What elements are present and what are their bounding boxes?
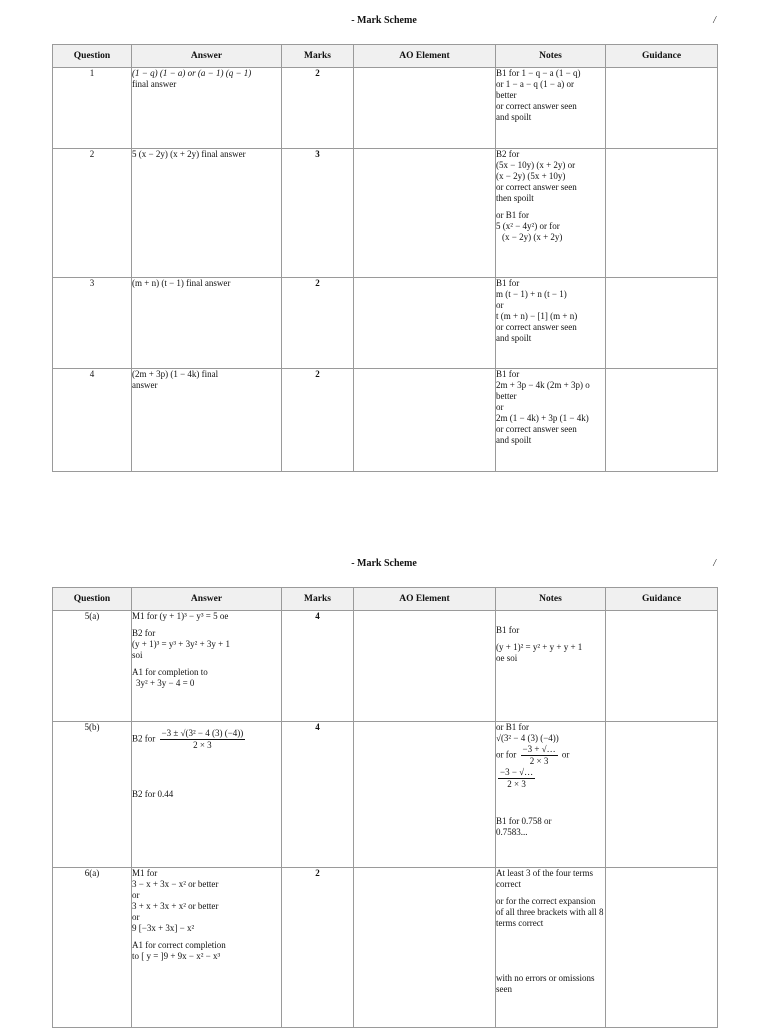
- answer-cell: [132, 611, 282, 722]
- question-number: 5(a): [53, 611, 132, 722]
- question-number: 5(b): [53, 722, 132, 868]
- table-row: [53, 278, 718, 369]
- notes-line: √(3² − 4 (3) (−4)): [496, 733, 559, 743]
- mark-scheme-table-2: [52, 587, 718, 1028]
- answer-line: (2m + 3p) (1 − 4k) final: [132, 369, 219, 379]
- fraction-numerator: −3 + √…: [522, 744, 556, 754]
- col-notes: Notes: [496, 45, 606, 68]
- answer-line: (m + n) (t − 1) final answer: [132, 278, 231, 288]
- notes-line: 2m + 3p − 4k (2m + 3p) o: [496, 380, 590, 390]
- notes-line: or for the correct expansion of all three brackets with all 8 terms correct: [496, 896, 604, 928]
- page-header-1: [0, 15, 768, 31]
- notes-line: (5x − 10y) (x + 2y) or: [496, 160, 576, 170]
- answer-line: 9 [−3x + 3x] − x²: [132, 923, 195, 933]
- marks-cell: 2: [282, 68, 354, 149]
- notes-line: B1 for: [496, 278, 520, 288]
- notes-line: better: [496, 391, 517, 401]
- marks-cell: 2: [282, 369, 354, 472]
- notes-cell: [496, 722, 606, 868]
- col-notes: Notes: [496, 588, 606, 611]
- fraction-numerator: −3 ± √(3² − 4 (3) (−4)): [161, 728, 244, 738]
- notes-line: or 1 − a − q (1 − a) or: [496, 79, 574, 89]
- question-number: 2: [53, 149, 132, 278]
- notes-line: t (m + n) − [1] (m + n): [496, 311, 578, 321]
- answer-line: 3y² + 3y − 4 = 0: [136, 678, 195, 688]
- notes-cell: [496, 611, 606, 722]
- answer-line: answer: [132, 380, 158, 390]
- guidance-cell: [606, 722, 718, 868]
- table-row: [53, 68, 718, 149]
- page-number-mark: /: [713, 558, 716, 569]
- answer-line: or: [132, 912, 140, 922]
- notes-line: B1 for: [496, 369, 520, 379]
- col-question: Question: [53, 45, 132, 68]
- answer-line: final answer: [132, 79, 177, 89]
- ao-element-cell: [354, 149, 496, 278]
- notes-line: 5 (x² − 4y²) or for: [496, 221, 560, 231]
- notes-line: B2 for: [496, 149, 520, 159]
- fraction-numerator: −3 − √…: [500, 767, 534, 777]
- notes-line: 0.7583...: [496, 827, 528, 837]
- or-for-label: or for: [496, 749, 517, 760]
- question-number: 4: [53, 369, 132, 472]
- table-row: [53, 611, 718, 722]
- notes-line: (y + 1)² = y² + y + y + 1: [496, 642, 583, 652]
- table-row: [53, 149, 718, 278]
- notes-line: [496, 744, 605, 767]
- answer-line: 3 − x + 3x − x² or better: [132, 879, 219, 889]
- answer-line: to [ y = ]9 + 9x − x² − x³: [132, 951, 221, 961]
- answer-cell: [132, 68, 282, 149]
- notes-cell: [496, 149, 606, 278]
- answer-line: soi: [132, 650, 143, 660]
- table-row: [53, 722, 718, 868]
- ao-element-cell: [354, 68, 496, 149]
- answer-line: (1 − q) (1 − a) or (a − 1) (q − 1): [132, 68, 252, 78]
- or-label: or: [561, 749, 570, 760]
- page-title: - Mark Scheme: [351, 15, 417, 26]
- answer-line: 3 + x + 3x + x² or better: [132, 901, 219, 911]
- notes-line: and spoilt: [496, 435, 532, 445]
- guidance-cell: [606, 68, 718, 149]
- notes-cell: [496, 868, 606, 1028]
- col-marks: Marks: [282, 45, 354, 68]
- answer-line: B2 for 0.44: [132, 789, 174, 799]
- ao-element-cell: [354, 278, 496, 369]
- fraction-denominator: 2 × 3: [193, 740, 212, 750]
- table-header-row: [53, 45, 718, 68]
- page-title: - Mark Scheme: [351, 558, 417, 569]
- notes-line: B1 for 0.758 or: [496, 816, 552, 826]
- col-marks: Marks: [282, 588, 354, 611]
- question-number: 1: [53, 68, 132, 149]
- answer-line: [132, 728, 281, 751]
- marks-cell: 4: [282, 611, 354, 722]
- notes-line: (x − 2y) (x + 2y): [502, 232, 563, 242]
- notes-line: or B1 for: [496, 210, 529, 220]
- notes-line: or correct answer seen: [496, 101, 577, 111]
- col-answer: Answer: [132, 45, 282, 68]
- ao-element-cell: [354, 369, 496, 472]
- ao-element-cell: [354, 868, 496, 1028]
- table-row: [53, 868, 718, 1028]
- notes-line: with no errors or omissions seen: [496, 973, 595, 994]
- answer-line: A1 for correct completion: [132, 940, 226, 950]
- marks-cell: 2: [282, 278, 354, 369]
- fraction-denominator: 2 × 3: [507, 779, 526, 789]
- page-number-mark: /: [713, 15, 716, 26]
- notes-line: At least 3 of the four terms correct: [496, 868, 593, 889]
- answer-line: (y + 1)³ = y³ + 3y² + 3y + 1: [132, 639, 230, 649]
- notes-cell: [496, 369, 606, 472]
- guidance-cell: [606, 611, 718, 722]
- answer-line: M1 for (y + 1)³ − y³ = 5 oe: [132, 611, 229, 621]
- notes-line: then spoilt: [496, 193, 534, 203]
- notes-cell: [496, 68, 606, 149]
- col-ao-element: AO Element: [354, 588, 496, 611]
- notes-line: and spoilt: [496, 333, 532, 343]
- plus-root-fraction: [521, 744, 558, 767]
- mark-scheme-table-1: [52, 44, 718, 472]
- notes-line: or: [496, 300, 504, 310]
- page-header-2: [0, 558, 768, 574]
- marks-cell: 4: [282, 722, 354, 868]
- answer-cell: [132, 868, 282, 1028]
- ao-element-cell: [354, 722, 496, 868]
- marks-cell: 3: [282, 149, 354, 278]
- notes-line: (x − 2y) (5x + 10y): [496, 171, 566, 181]
- guidance-cell: [606, 369, 718, 472]
- answer-cell: [132, 278, 282, 369]
- answer-line: M1 for: [132, 868, 158, 878]
- answer-cell: [132, 149, 282, 278]
- notes-line: m (t − 1) + n (t − 1): [496, 289, 567, 299]
- answer-cell: [132, 722, 282, 868]
- col-ao-element: AO Element: [354, 45, 496, 68]
- fraction-denominator: 2 × 3: [529, 756, 549, 766]
- notes-line: or correct answer seen: [496, 424, 577, 434]
- marks-cell: 2: [282, 868, 354, 1028]
- question-number: 6(a): [53, 868, 132, 1028]
- answer-line: or: [132, 890, 140, 900]
- notes-line: or B1 for: [496, 722, 529, 732]
- notes-line: oe soi: [496, 653, 518, 663]
- table-header-row: [53, 588, 718, 611]
- col-answer: Answer: [132, 588, 282, 611]
- table-row: [53, 369, 718, 472]
- notes-cell: [496, 278, 606, 369]
- col-question: Question: [53, 588, 132, 611]
- col-guidance: Guidance: [606, 45, 718, 68]
- notes-line: 2m (1 − 4k) + 3p (1 − 4k): [496, 413, 589, 423]
- answer-line: B2 for: [132, 628, 156, 638]
- quadratic-formula-fraction: [160, 728, 246, 751]
- question-number: 3: [53, 278, 132, 369]
- notes-line: better: [496, 90, 517, 100]
- ao-element-cell: [354, 611, 496, 722]
- notes-line: [496, 767, 605, 790]
- guidance-cell: [606, 278, 718, 369]
- answer-line: A1 for completion to: [132, 667, 208, 677]
- col-guidance: Guidance: [606, 588, 718, 611]
- guidance-cell: [606, 868, 718, 1028]
- answer-cell: [132, 369, 282, 472]
- notes-line: and spoilt: [496, 112, 532, 122]
- notes-line: or: [496, 402, 504, 412]
- notes-line: B1 for: [496, 625, 520, 635]
- notes-line: or correct answer seen: [496, 182, 577, 192]
- notes-line: or correct answer seen: [496, 322, 577, 332]
- b2-label: B2 for: [132, 733, 156, 744]
- guidance-cell: [606, 149, 718, 278]
- answer-line: 5 (x − 2y) (x + 2y) final answer: [132, 149, 246, 159]
- notes-line: B1 for 1 − q − a (1 − q): [496, 68, 581, 78]
- minus-root-fraction: [498, 767, 535, 790]
